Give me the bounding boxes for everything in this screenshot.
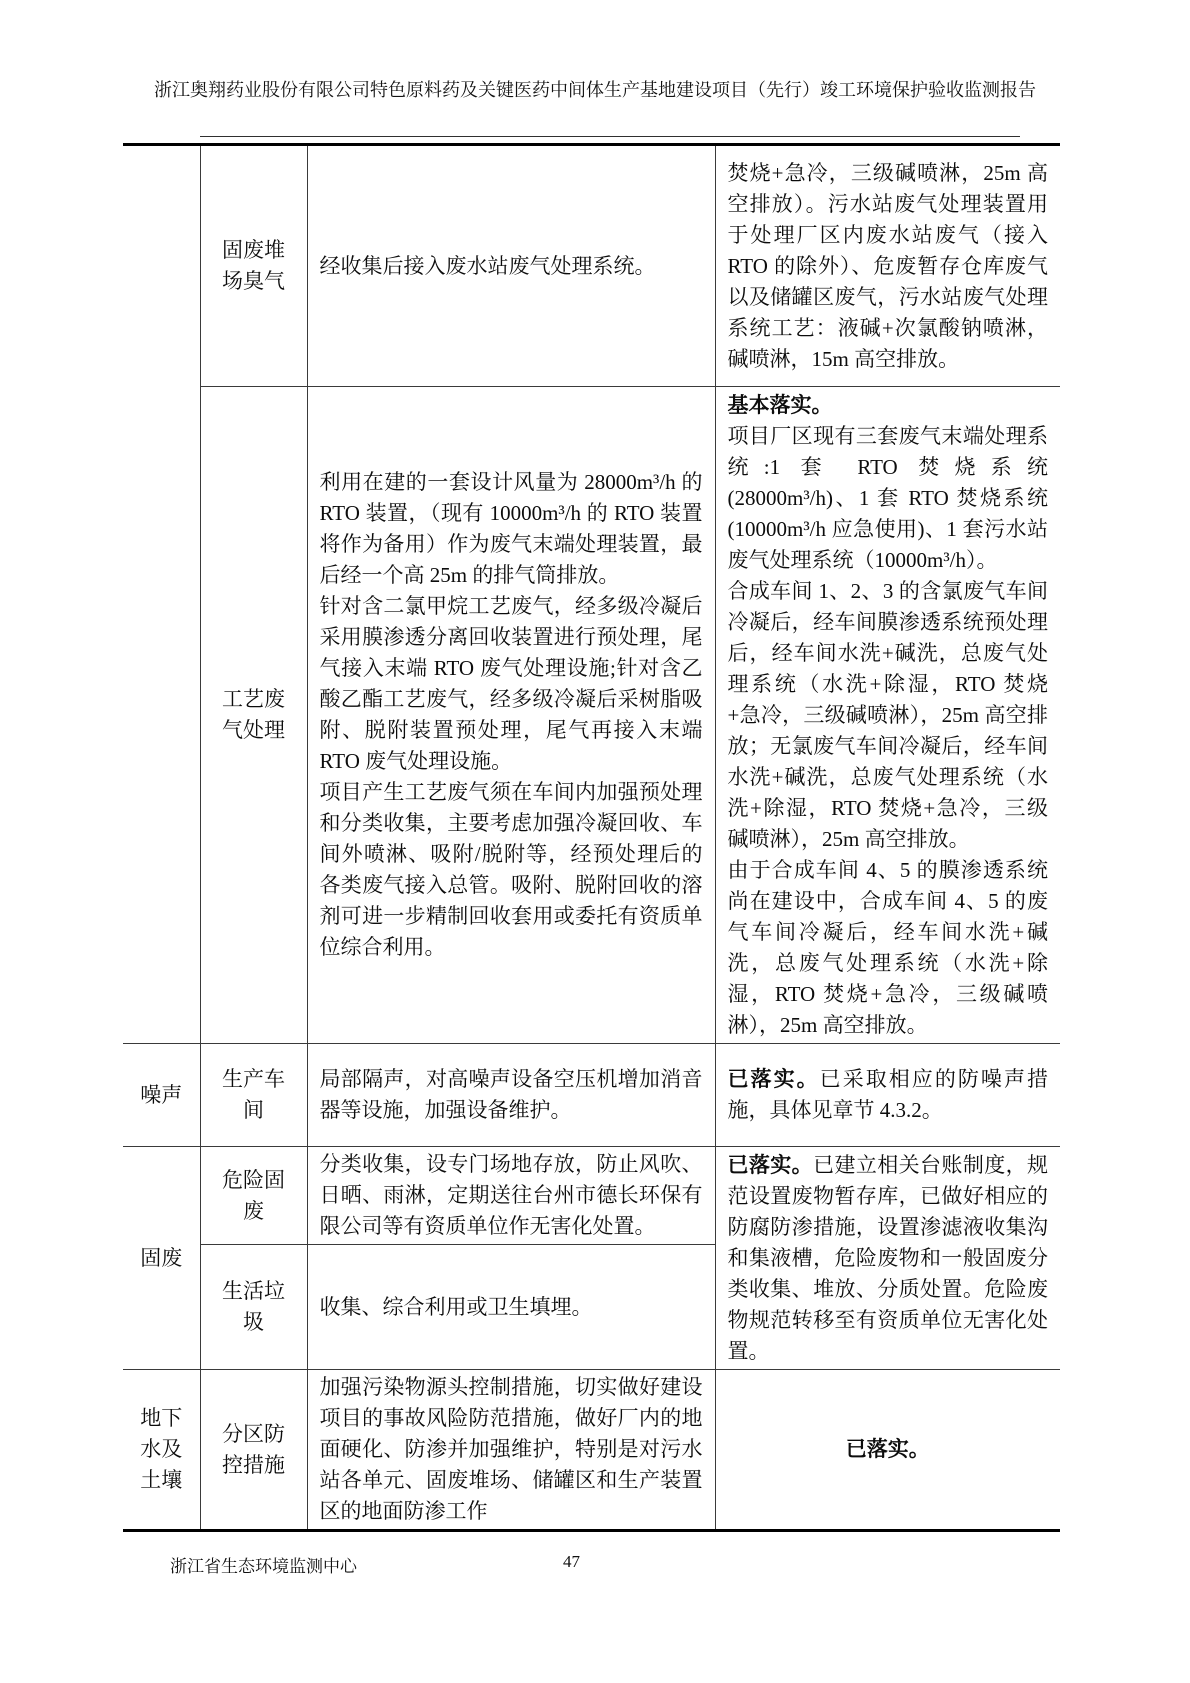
implementation-status: 已落实。 (727, 1152, 814, 1177)
measure-text: 收集、综合利用或卫生填埋。 (319, 1294, 593, 1319)
implementation-status: 已落实。 (845, 1437, 930, 1461)
table-cell-measure (307, 145, 715, 387)
table-cell-implementation (715, 387, 1060, 1044)
row-groundwater-soil (123, 1370, 1060, 1531)
row-noise (123, 1044, 1060, 1147)
implementation-paragraph: 项目厂区现有三套废气末端处理系统:1 套 RTO 焚烧系统(28000m³/h)、1 套 RTO 焚烧系统(10000m³/h 应急使用)、1 套污水站废气处理系统（10000m³/h）。 (727, 423, 1048, 572)
table-cell-implementation (715, 145, 1060, 387)
subcategory-label: 分区防控措施 (222, 1421, 285, 1477)
measure-paragraph: 针对含二氯甲烷工艺废气，经多级冷凝后采用膜渗透分离回收装置进行预处理，尾气接入末端 RTO 废气处理设施;针对含乙酸乙酯工艺废气，经多级冷凝后采树脂吸附、脱附装置预处理，尾气再接入末端 RTO 废气处理设施。 (319, 594, 703, 773)
implementation-text: 已建立相关台账制度，规范设置废物暂存库，已做好相应的防腐防渗措施，设置渗滤液收集沟和集液槽，危险废物和一般固废分类收集、堆放、分质处置。危险废物规范转移至有资质单位无害化处置。 (727, 1152, 1049, 1363)
footer-page-number: 47 (563, 1552, 580, 1571)
header-divider (200, 136, 1020, 137)
table-cell-measure (307, 1370, 715, 1531)
table-cell-measure (307, 1147, 715, 1245)
table-cell-subcategory (200, 387, 307, 1044)
implementation-paragraph: 合成车间 1、2、3 的含氯废气车间冷凝后，经车间膜渗透系统预处理后，经车间水洗+碱洗，总废气处理系统（水洗+除湿，RTO 焚烧+急冷，三级碱喷淋），25m 高空排放；无氯废气车间冷凝后，经车间水洗+碱洗，总废气处理系统（水洗+除湿，RTO 焚烧+急冷，三级碱喷淋），25m 高空排放。 (727, 578, 1048, 851)
subcategory-label: 生活垃圾 (222, 1279, 285, 1334)
row-hazardous-solid-waste (123, 1147, 1060, 1245)
implementation-status: 基本落实。 (727, 392, 833, 417)
category-label: 固废 (140, 1245, 183, 1270)
table-cell-category (123, 1370, 200, 1531)
subcategory-label: 生产车间 (222, 1067, 285, 1122)
measure-text: 分类收集，设专门场地存放，防止风吹、日晒、雨淋，定期送往台州市德长环保有限公司等有资质单位作无害化处置。 (319, 1152, 703, 1238)
table-cell-measure (307, 387, 715, 1044)
implementation-status: 已落实。 (727, 1067, 820, 1091)
measure-text: 加强污染物源头控制措施，切实做好建设项目的事故风险防范措施，做好厂内的地面硬化、防渗并加强维护，特别是对污水站各单元、固废堆场、储罐区和生产装置区的地面防渗工作 (319, 1375, 703, 1523)
table-cell-category-empty (123, 145, 200, 1044)
measures-implementation-table (123, 143, 1060, 1532)
table-cell-implementation (715, 1147, 1060, 1370)
measure-paragraph: 项目产生工艺废气须在车间内加强预处理和分类收集，主要考虑加强冷凝回收、车间外喷淋、吸附/脱附等，经预处理后的各类废气接入总管。吸附、脱附回收的溶剂可进一步精制回收套用或委托有资质单位综合利用。 (319, 780, 703, 959)
table-cell-category (123, 1044, 200, 1147)
row-process-waste-gas (123, 387, 1060, 1044)
subcategory-label: 工艺废气处理 (222, 687, 285, 742)
measure-paragraph: 利用在建的一套设计风量为 28000m³/h 的 RTO 装置，（现有 10000m³/h 的 RTO 装置将作为备用）作为废气末端处理装置，最后经一个高 25m 的排气筒排放。 (319, 470, 703, 587)
table-cell-implementation (715, 1370, 1060, 1531)
implementation-text: 已采取相应的防噪声措施，具体见章节 4.3.2。 (727, 1067, 1049, 1122)
category-label: 地下水及土壤 (140, 1406, 183, 1492)
table-cell-implementation (715, 1044, 1060, 1147)
subcategory-label: 危险固废 (222, 1167, 285, 1223)
measure-text: 经收集后接入废水站废气处理系统。 (319, 253, 656, 278)
measure-text: 局部隔声，对高噪声设备空压机增加消音器等设施，加强设备维护。 (319, 1067, 703, 1122)
category-label: 噪声 (140, 1082, 183, 1107)
table-cell-measure (307, 1245, 715, 1370)
table-cell-subcategory (200, 1147, 307, 1245)
table-cell-subcategory (200, 1044, 307, 1147)
table-cell-subcategory (200, 1245, 307, 1370)
page-title: 浙江奥翔药业股份有限公司特色原料药及关键医药中间体生产基地建设项目（先行）竣工环境保护验收监测报告 (154, 80, 1036, 100)
table-cell-subcategory (200, 145, 307, 387)
implementation-text: 焚烧+急冷，三级碱喷淋，25m 高空排放）。污水站废气处理装置用于处理厂区内废水站废气（接入 RTO 的除外）、危废暂存仓库废气以及储罐区废气，污水站废气处理系统工艺：液碱+次氯酸钠喷淋，碱喷淋，15m 高空排放。 (727, 160, 1048, 371)
table-cell-category (123, 1147, 200, 1370)
table-cell-measure (307, 1044, 715, 1147)
implementation-paragraph: 由于合成车间 4、5 的膜渗透系统尚在建设中，合成车间 4、5 的废气车间冷凝后，经车间水洗+碱洗，总废气处理系统（水洗+除湿，RTO 焚烧+急冷，三级碱喷淋），25m 高空排放。 (727, 857, 1048, 1037)
table-cell-subcategory (200, 1370, 307, 1531)
subcategory-label: 固废堆场臭气 (222, 238, 285, 293)
footer-organization: 浙江省生态环境监测中心 (170, 1557, 357, 1576)
row-solid-waste-odor (123, 145, 1060, 387)
